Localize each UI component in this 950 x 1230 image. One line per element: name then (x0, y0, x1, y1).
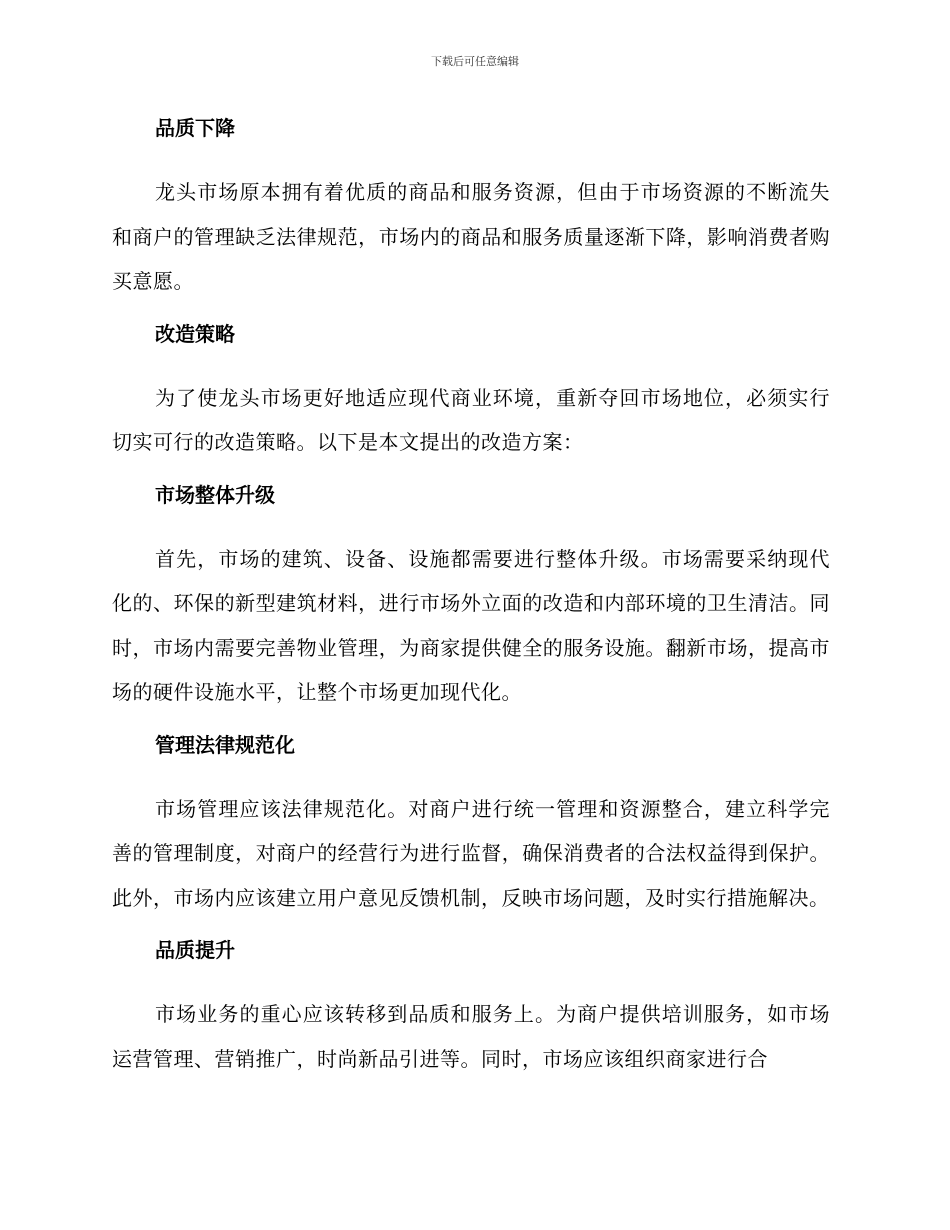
section-paragraph-market-upgrade: 首先，市场的建筑、设备、设施都需要进行整体升级。市场需要采纳现代化的、环保的新型建筑材料，进行市场外立面的改造和内部环境的卫生清洁。同时，市场内需要完善物业管理，为商家提供健全的服务设施。翻新市场，提高市场的硬件设施水平，让整个市场更加现代化。 (112, 546, 830, 704)
section-paragraph-legal-management: 市场管理应该法律规范化。对商户进行统一管理和资源整合，建立科学完善的管理制度，对商户的经营行为进行监督，确保消费者的合法权益得到保护。此外，市场内应该建立用户意见反馈机制，反映市场问题，及时实行措施解决。 (112, 796, 830, 910)
section-heading-quality-decline: 品质下降 (155, 116, 235, 140)
section-paragraph-renovation-strategy: 为了使龙头市场更好地适应现代商业环境，重新夺回市场地位，必须实行切实可行的改造策略。以下是本文提出的改造方案： (112, 385, 830, 454)
section-heading-renovation-strategy: 改造策略 (155, 321, 235, 346)
section-heading-market-upgrade: 市场整体升级 (155, 482, 275, 507)
section-heading-legal-management: 管理法律规范化 (155, 732, 295, 757)
section-paragraph-quality-decline: 龙头市场原本拥有着优质的商品和服务资源，但由于市场资源的不断流失和商户的管理缺乏法律规范，市场内的商品和服务质量逐渐下降，影响消费者购买意愿。 (112, 180, 830, 293)
document-body (112, 112, 830, 1095)
section-paragraph-quality-improvement: 市场业务的重心应该转移到品质和服务上。为商户提供培训服务，如市场运营管理、营销推广，时尚新品引进等。同时，市场应该组织商家进行合 (112, 1002, 830, 1071)
section-heading-quality-improvement: 品质提升 (155, 938, 235, 962)
page-header: 下载后可任意编辑 (431, 55, 519, 68)
